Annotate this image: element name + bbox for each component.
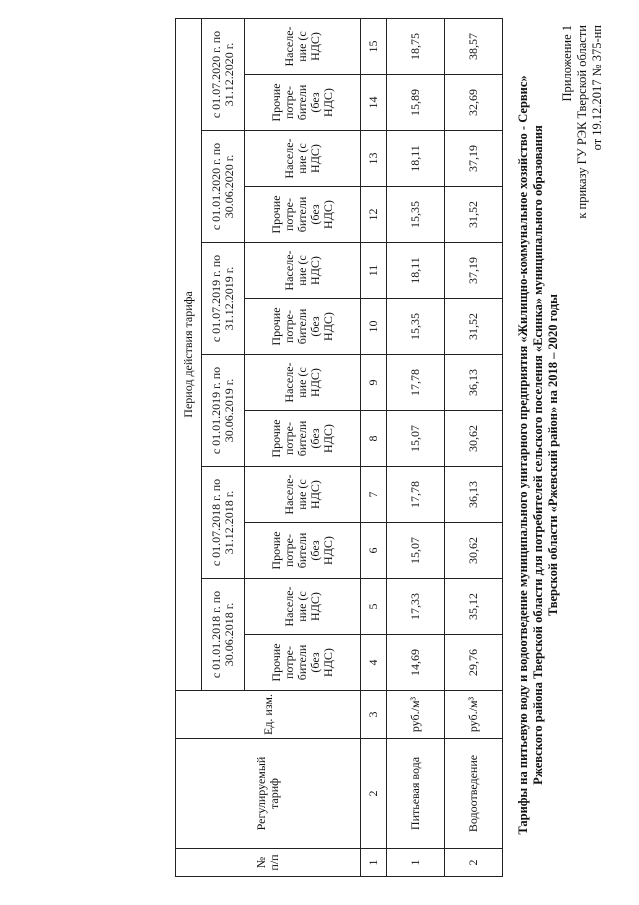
sub-other-4: Прочие потре-бители (без НДС) bbox=[245, 299, 361, 355]
row-tariff-name: Питьевая вода bbox=[387, 739, 445, 849]
sub-population-1: Населе-ние (с НДС) bbox=[245, 579, 361, 635]
row-value: 38,57 bbox=[445, 18, 503, 74]
table-row bbox=[445, 18, 503, 876]
sub-other-5: Прочие потре-бители (без НДС) bbox=[245, 187, 361, 243]
row-value: 18,11 bbox=[387, 243, 445, 299]
row-value: 37,19 bbox=[445, 131, 503, 187]
row-value: 30,62 bbox=[445, 411, 503, 467]
col-number-10: 10 bbox=[361, 299, 387, 355]
appendix-line-1: Приложение 1 bbox=[560, 25, 574, 102]
col-number-2: 2 bbox=[361, 739, 387, 849]
sub-population-2: Населе-ние (с НДС) bbox=[245, 467, 361, 523]
row-tariff-name: Водоотведение bbox=[445, 739, 503, 849]
row-value: 31,52 bbox=[445, 299, 503, 355]
row-num: 2 bbox=[445, 849, 503, 877]
col-number-9: 9 bbox=[361, 355, 387, 411]
sub-other-2: Прочие потре-бители (без НДС) bbox=[245, 523, 361, 579]
col-number-6: 6 bbox=[361, 523, 387, 579]
period-6: с 01.07.2020 г. по 31.12.2020 г. bbox=[202, 18, 245, 130]
col-number-5: 5 bbox=[361, 579, 387, 635]
header-period: Период действия тарифа bbox=[176, 18, 202, 690]
col-number-15: 15 bbox=[361, 18, 387, 74]
column-number-row bbox=[361, 18, 387, 876]
period-1: с 01.01.2018 г. по 30.06.2018 г. bbox=[202, 579, 245, 691]
period-3: с 01.01.2019 г. по 30.06.2019 г. bbox=[202, 355, 245, 467]
row-value: 15,35 bbox=[387, 187, 445, 243]
row-value: 14,69 bbox=[387, 635, 445, 691]
appendix-line-3: от 19.12.2017 № 375-нп bbox=[590, 25, 604, 151]
row-value: 37,19 bbox=[445, 243, 503, 299]
sub-other-1: Прочие потре-бители (без НДС) bbox=[245, 635, 361, 691]
header-unit: Ед. изм. bbox=[176, 691, 361, 739]
col-number-14: 14 bbox=[361, 75, 387, 131]
row-value: 15,89 bbox=[387, 75, 445, 131]
sub-other-6: Прочие потре-бители (без НДС) bbox=[245, 75, 361, 131]
title-line-1: Тарифы на питьевую воду и водоотведение муниципального унитарного предприятия «Жилищно-коммунальное хозяйство - Сервис» bbox=[516, 75, 530, 835]
row-value: 18,75 bbox=[387, 18, 445, 74]
row-unit: руб./м³ bbox=[445, 691, 503, 739]
row-value: 30,62 bbox=[445, 523, 503, 579]
row-value: 36,13 bbox=[445, 467, 503, 523]
title-line-2: Ржевского района Тверской области для потребителей сельского поселения «Есинка» муниципального образования bbox=[531, 125, 545, 785]
title-line-3: Тверской области «Ржевский район» на 2018 – 2020 годы bbox=[546, 294, 560, 616]
row-value: 17,78 bbox=[387, 355, 445, 411]
row-value: 17,33 bbox=[387, 579, 445, 635]
header-num: № п/п bbox=[176, 849, 361, 877]
appendix-line-2: к приказу ГУ РЭК Тверской области bbox=[575, 25, 589, 219]
col-number-11: 11 bbox=[361, 243, 387, 299]
row-value: 31,52 bbox=[445, 187, 503, 243]
row-value: 15,35 bbox=[387, 299, 445, 355]
col-number-1: 1 bbox=[361, 849, 387, 877]
col-number-7: 7 bbox=[361, 467, 387, 523]
period-5: с 01.01.2020 г. по 30.06.2020 г. bbox=[202, 131, 245, 243]
row-value: 15,07 bbox=[387, 411, 445, 467]
sub-other-3: Прочие потре-бители (без НДС) bbox=[245, 411, 361, 467]
table-row bbox=[387, 18, 445, 876]
row-value: 18,11 bbox=[387, 131, 445, 187]
row-value: 35,12 bbox=[445, 579, 503, 635]
row-value: 32,69 bbox=[445, 75, 503, 131]
period-4: с 01.07.2019 г. по 31.12.2019 г. bbox=[202, 243, 245, 355]
sub-population-6: Населе-ние (с НДС) bbox=[245, 18, 361, 74]
appendix-note bbox=[560, 25, 605, 245]
col-number-13: 13 bbox=[361, 131, 387, 187]
col-number-12: 12 bbox=[361, 187, 387, 243]
header-tariff: Регулируемый тариф bbox=[176, 739, 361, 849]
sub-population-5: Населе-ние (с НДС) bbox=[245, 131, 361, 187]
row-num: 1 bbox=[387, 849, 445, 877]
row-value: 17,78 bbox=[387, 467, 445, 523]
row-value: 36,13 bbox=[445, 355, 503, 411]
sub-population-4: Населе-ние (с НДС) bbox=[245, 243, 361, 299]
header-row-period bbox=[176, 18, 202, 876]
col-number-3: 3 bbox=[361, 691, 387, 739]
row-value: 29,76 bbox=[445, 635, 503, 691]
document-title bbox=[516, 35, 561, 875]
period-2: с 01.07.2018 г. по 31.12.2018 г. bbox=[202, 467, 245, 579]
col-number-4: 4 bbox=[361, 635, 387, 691]
col-number-8: 8 bbox=[361, 411, 387, 467]
tariff-table bbox=[175, 18, 503, 877]
row-unit: руб./м³ bbox=[387, 691, 445, 739]
row-value: 15,07 bbox=[387, 523, 445, 579]
sub-population-3: Населе-ние (с НДС) bbox=[245, 355, 361, 411]
